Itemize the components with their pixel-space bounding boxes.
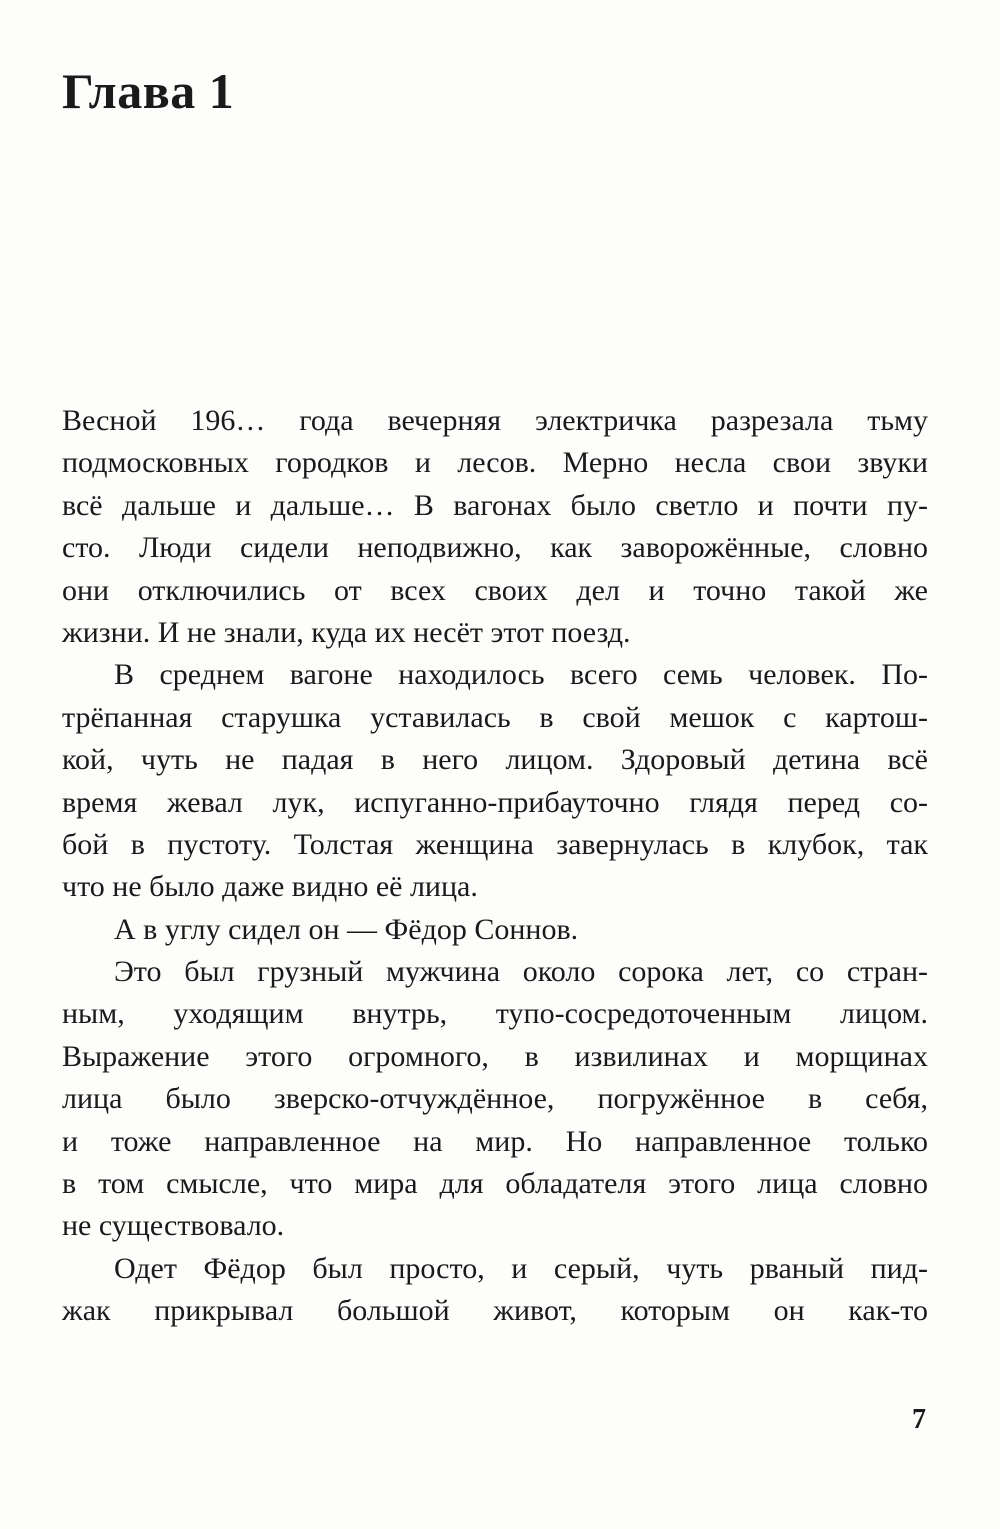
text-line: всё дальше и дальше… В вагонах было светло и почти пу- <box>62 488 928 522</box>
text-line: они отключились от всех своих дел и точно такой же <box>62 573 928 607</box>
text-line: время жевал лук, испуганно-прибауточно глядя перед со- <box>62 785 928 819</box>
paragraph <box>62 400 928 654</box>
text-line: Одет Фёдор был просто, и серый, чуть рваный пид- <box>114 1251 928 1285</box>
text-line: подмосковных городков и лесов. Мерно несла свои звуки <box>62 446 928 480</box>
body-text <box>62 400 928 1333</box>
text-line: что не было даже видно её лица. <box>62 870 478 904</box>
text-line: Это был грузный мужчина около сорока лет, со стран- <box>114 955 928 989</box>
text-line: не существовало. <box>62 1209 285 1243</box>
text-line: А в углу сидел он — Фёдор Соннов. <box>114 912 579 946</box>
text-line: лица было зверско-отчуждённое, погружённое в себя, <box>62 1082 928 1116</box>
page-number: 7 <box>912 1404 926 1435</box>
text-line: сто. Люди сидели неподвижно, как заворожённые, словно <box>62 531 928 565</box>
text-line: Весной 196… года вечерняя электричка разрезала тьму <box>62 404 928 437</box>
paragraph <box>62 909 928 951</box>
paragraph <box>62 654 928 908</box>
text-line: В среднем вагоне находилось всего семь человек. По- <box>114 658 928 692</box>
text-line: трёпанная старушка уставилась в свой мешок с картош- <box>62 700 928 734</box>
text-line: в том смысле, что мира для обладателя этого лица словно <box>62 1167 928 1201</box>
text-line: ным, уходящим внутрь, тупо-сосредоточенным лицом. <box>62 997 928 1031</box>
text-line: жак прикрывал большой живот, которым он как-то <box>62 1294 928 1328</box>
chapter-title: Глава 1 <box>62 63 235 119</box>
text-line: бой в пустоту. Толстая женщина завернулась в клубок, так <box>62 827 928 861</box>
paragraph <box>62 951 928 1248</box>
paragraph <box>62 1248 928 1333</box>
text-line: жизни. И не знали, куда их несёт этот поезд. <box>62 615 631 649</box>
text-line: Выражение этого огромного, в извилинах и морщинах <box>62 1039 928 1073</box>
text-line: и тоже направленное на мир. Но направленное только <box>62 1124 928 1158</box>
text-line: кой, чуть не падая в него лицом. Здоровый детина всё <box>62 743 928 777</box>
